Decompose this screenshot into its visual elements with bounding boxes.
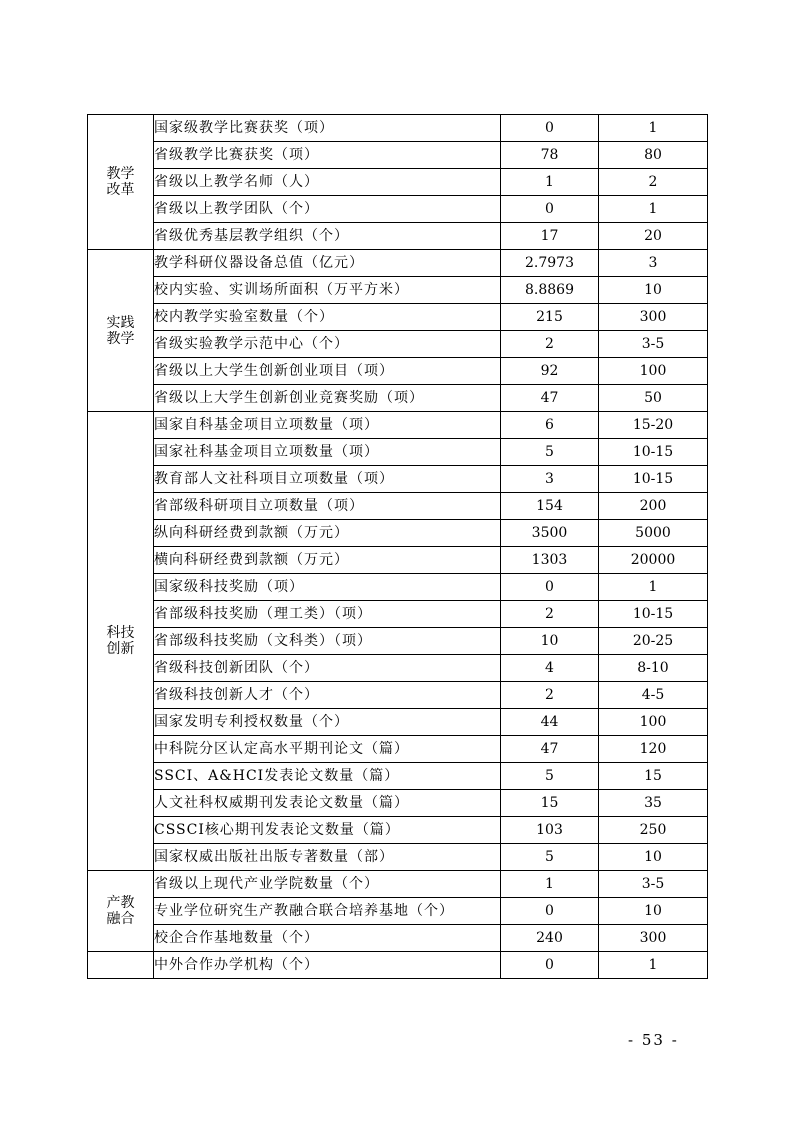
target-value-cell: 300 bbox=[599, 925, 708, 952]
table-row bbox=[88, 655, 708, 682]
indicator-name-cell: 国家级教学比赛获奖（项） bbox=[154, 115, 501, 142]
indicator-name-cell: 省级以上大学生创新创业竞赛奖励（项） bbox=[154, 385, 501, 412]
target-value-cell: 50 bbox=[599, 385, 708, 412]
target-value-cell: 5000 bbox=[599, 520, 708, 547]
target-value-cell: 1 bbox=[599, 115, 708, 142]
target-value-cell: 10-15 bbox=[599, 439, 708, 466]
category-label-line: 改革 bbox=[106, 182, 135, 198]
target-value-cell: 10 bbox=[599, 898, 708, 925]
target-value-cell: 3-5 bbox=[599, 871, 708, 898]
table-row bbox=[88, 520, 708, 547]
table-row bbox=[88, 466, 708, 493]
table-row bbox=[88, 169, 708, 196]
category-cell bbox=[88, 871, 154, 952]
target-value-cell: 300 bbox=[599, 304, 708, 331]
category-label-line: 实践 bbox=[106, 314, 135, 331]
target-value-cell: 10 bbox=[599, 277, 708, 304]
current-value-cell: 5 bbox=[501, 439, 599, 466]
current-value-cell: 17 bbox=[501, 223, 599, 250]
table-row bbox=[88, 277, 708, 304]
category-label-line: 融合 bbox=[106, 911, 135, 927]
category-label-line: 产教 bbox=[106, 895, 135, 911]
current-value-cell: 4 bbox=[501, 655, 599, 682]
current-value-cell: 0 bbox=[501, 115, 599, 142]
indicator-name-cell: 省级以上教学团队（个） bbox=[154, 196, 501, 223]
table-row bbox=[88, 790, 708, 817]
table-row bbox=[88, 952, 708, 979]
table-row bbox=[88, 871, 708, 898]
table-row bbox=[88, 412, 708, 439]
table-row bbox=[88, 304, 708, 331]
indicator-name-cell: 省级教学比赛获奖（项） bbox=[154, 142, 501, 169]
table-row bbox=[88, 385, 708, 412]
target-value-cell: 10-15 bbox=[599, 601, 708, 628]
table-row bbox=[88, 331, 708, 358]
indicator-name-cell: 横向科研经费到款额（万元） bbox=[154, 547, 501, 574]
target-value-cell: 250 bbox=[599, 817, 708, 844]
table-body bbox=[88, 115, 708, 979]
target-value-cell: 100 bbox=[599, 709, 708, 736]
current-value-cell: 2 bbox=[501, 601, 599, 628]
current-value-cell: 3500 bbox=[501, 520, 599, 547]
metrics-table bbox=[87, 114, 708, 979]
target-value-cell: 10 bbox=[599, 844, 708, 871]
category-cell bbox=[88, 412, 154, 871]
indicator-name-cell: 校内实验、实训场所面积（万平方米） bbox=[154, 277, 501, 304]
target-value-cell: 8-10 bbox=[599, 655, 708, 682]
target-value-cell: 3-5 bbox=[599, 331, 708, 358]
current-value-cell: 2 bbox=[501, 682, 599, 709]
table-row bbox=[88, 844, 708, 871]
table-row bbox=[88, 223, 708, 250]
indicator-name-cell: 国家发明专利授权数量（个） bbox=[154, 709, 501, 736]
indicator-name-cell: 中科院分区认定高水平期刊论文（篇） bbox=[154, 736, 501, 763]
indicator-name-cell: 省级科技创新人才（个） bbox=[154, 682, 501, 709]
target-value-cell: 120 bbox=[599, 736, 708, 763]
current-value-cell: 1 bbox=[501, 169, 599, 196]
table-row bbox=[88, 196, 708, 223]
table-row bbox=[88, 115, 708, 142]
indicator-name-cell: 国家社科基金项目立项数量（项） bbox=[154, 439, 501, 466]
current-value-cell: 5 bbox=[501, 844, 599, 871]
table-row bbox=[88, 142, 708, 169]
current-value-cell: 5 bbox=[501, 763, 599, 790]
indicator-name-cell: 省级以上教学名师（人） bbox=[154, 169, 501, 196]
current-value-cell: 44 bbox=[501, 709, 599, 736]
current-value-cell: 0 bbox=[501, 574, 599, 601]
indicator-name-cell: 省部级科研项目立项数量（项） bbox=[154, 493, 501, 520]
current-value-cell: 15 bbox=[501, 790, 599, 817]
indicator-name-cell: 省部级科技奖励（文科类）（项） bbox=[154, 628, 501, 655]
current-value-cell: 47 bbox=[501, 736, 599, 763]
target-value-cell: 1 bbox=[599, 196, 708, 223]
target-value-cell: 1 bbox=[599, 952, 708, 979]
current-value-cell: 2.7973 bbox=[501, 250, 599, 277]
current-value-cell: 2 bbox=[501, 331, 599, 358]
current-value-cell: 78 bbox=[501, 142, 599, 169]
target-value-cell: 200 bbox=[599, 493, 708, 520]
category-cell bbox=[88, 952, 154, 979]
table-row bbox=[88, 574, 708, 601]
indicator-name-cell: 专业学位研究生产教融合联合培养基地（个） bbox=[154, 898, 501, 925]
current-value-cell: 240 bbox=[501, 925, 599, 952]
target-value-cell: 10-15 bbox=[599, 466, 708, 493]
indicator-name-cell: 教学科研仪器设备总值（亿元） bbox=[154, 250, 501, 277]
current-value-cell: 1 bbox=[501, 871, 599, 898]
indicator-name-cell: 教育部人文社科项目立项数量（项） bbox=[154, 466, 501, 493]
current-value-cell: 215 bbox=[501, 304, 599, 331]
indicator-name-cell: 省级以上现代产业学院数量（个） bbox=[154, 871, 501, 898]
category-label-line: 教学 bbox=[106, 166, 135, 182]
current-value-cell: 154 bbox=[501, 493, 599, 520]
current-value-cell: 8.8869 bbox=[501, 277, 599, 304]
indicator-name-cell: 校内教学实验室数量（个） bbox=[154, 304, 501, 331]
category-label-line: 创新 bbox=[106, 641, 135, 657]
page-number: - 53 - bbox=[628, 1031, 679, 1049]
target-value-cell: 15 bbox=[599, 763, 708, 790]
indicator-name-cell: 省级科技创新团队（个） bbox=[154, 655, 501, 682]
indicator-name-cell: 人文社科权威期刊发表论文数量（篇） bbox=[154, 790, 501, 817]
target-value-cell: 80 bbox=[599, 142, 708, 169]
indicator-name-cell: 省级以上大学生创新创业项目（项） bbox=[154, 358, 501, 385]
target-value-cell: 20 bbox=[599, 223, 708, 250]
target-value-cell: 3 bbox=[599, 250, 708, 277]
indicator-name-cell: 纵向科研经费到款额（万元） bbox=[154, 520, 501, 547]
current-value-cell: 0 bbox=[501, 952, 599, 979]
current-value-cell: 3 bbox=[501, 466, 599, 493]
current-value-cell: 10 bbox=[501, 628, 599, 655]
category-label-line: 教学 bbox=[106, 330, 135, 347]
table-row bbox=[88, 358, 708, 385]
indicator-name-cell: 国家自科基金项目立项数量（项） bbox=[154, 412, 501, 439]
table-row bbox=[88, 898, 708, 925]
current-value-cell: 0 bbox=[501, 196, 599, 223]
target-value-cell: 100 bbox=[599, 358, 708, 385]
category-cell bbox=[88, 250, 154, 412]
current-value-cell: 6 bbox=[501, 412, 599, 439]
table-row bbox=[88, 817, 708, 844]
target-value-cell: 15-20 bbox=[599, 412, 708, 439]
target-value-cell: 35 bbox=[599, 790, 708, 817]
table-row bbox=[88, 925, 708, 952]
target-value-cell: 4-5 bbox=[599, 682, 708, 709]
current-value-cell: 103 bbox=[501, 817, 599, 844]
target-value-cell: 1 bbox=[599, 574, 708, 601]
indicator-name-cell: 省部级科技奖励（理工类）（项） bbox=[154, 601, 501, 628]
table-row bbox=[88, 736, 708, 763]
table-row bbox=[88, 439, 708, 466]
indicator-name-cell: 中外合作办学机构（个） bbox=[154, 952, 501, 979]
table-row bbox=[88, 547, 708, 574]
current-value-cell: 1303 bbox=[501, 547, 599, 574]
indicator-name-cell: CSSCI核心期刊发表论文数量（篇） bbox=[154, 817, 501, 844]
table-row bbox=[88, 709, 708, 736]
indicator-name-cell: 校企合作基地数量（个） bbox=[154, 925, 501, 952]
indicator-name-cell: SSCI、A&HCI发表论文数量（篇） bbox=[154, 763, 501, 790]
table-row bbox=[88, 628, 708, 655]
target-value-cell: 2 bbox=[599, 169, 708, 196]
table-row bbox=[88, 682, 708, 709]
table-row bbox=[88, 493, 708, 520]
current-value-cell: 0 bbox=[501, 898, 599, 925]
indicator-name-cell: 国家权威出版社出版专著数量（部） bbox=[154, 844, 501, 871]
category-cell bbox=[88, 115, 154, 250]
table-row bbox=[88, 601, 708, 628]
indicator-name-cell: 省级实验教学示范中心（个） bbox=[154, 331, 501, 358]
target-value-cell: 20000 bbox=[599, 547, 708, 574]
indicator-name-cell: 省级优秀基层教学组织（个） bbox=[154, 223, 501, 250]
current-value-cell: 47 bbox=[501, 385, 599, 412]
category-label-line: 科技 bbox=[106, 625, 135, 641]
table-row bbox=[88, 763, 708, 790]
current-value-cell: 92 bbox=[501, 358, 599, 385]
table-row bbox=[88, 250, 708, 277]
indicator-name-cell: 国家级科技奖励（项） bbox=[154, 574, 501, 601]
target-value-cell: 20-25 bbox=[599, 628, 708, 655]
